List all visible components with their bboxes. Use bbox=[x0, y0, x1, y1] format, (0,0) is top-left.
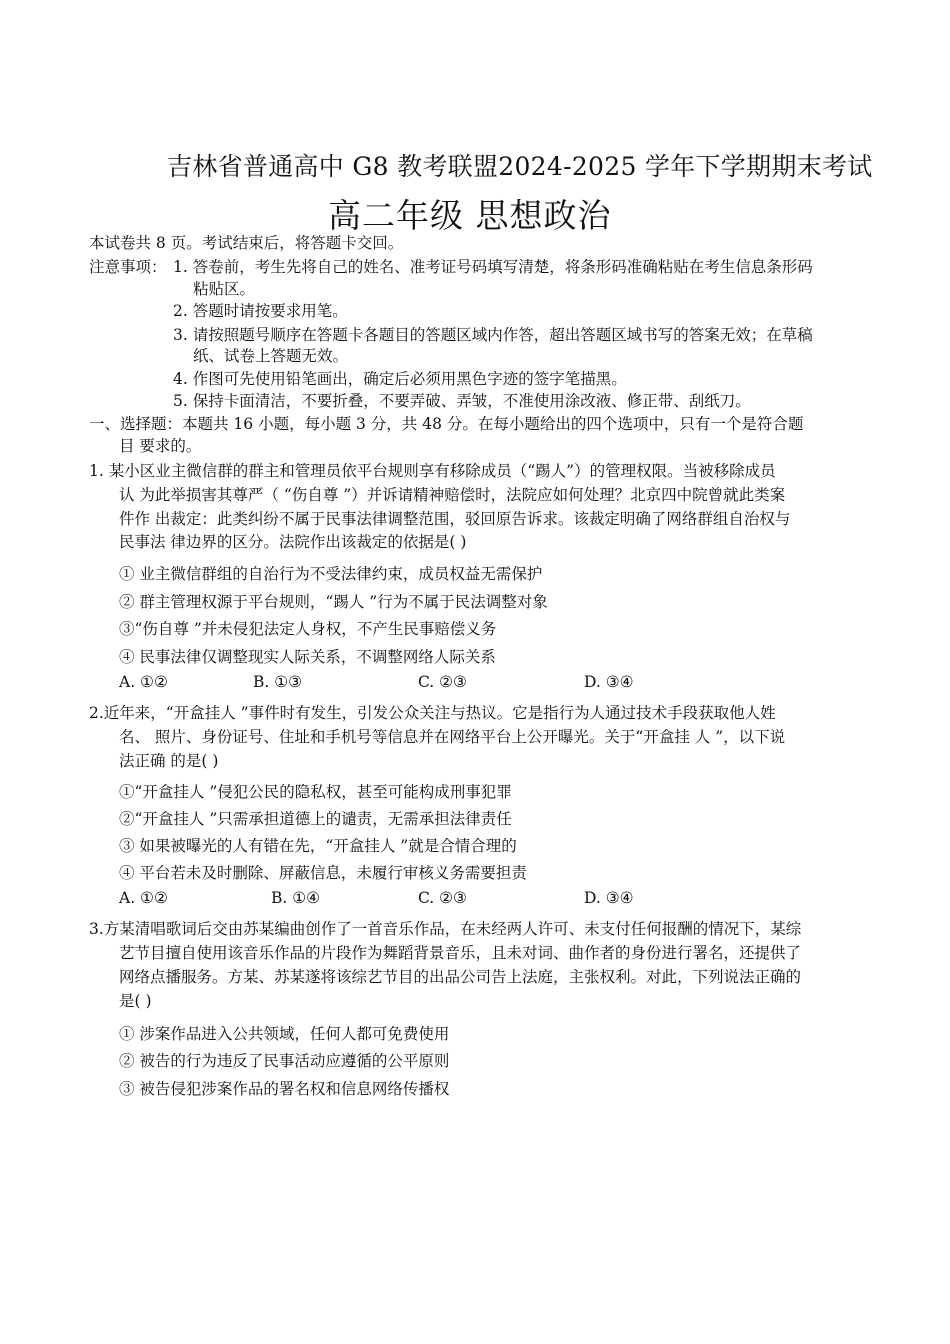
question-1-line-2: 认 为此举损害其尊严（ “伤自尊 ”）并诉请精神赔偿时，法院应如何处理？北京四中院曾就此类案 bbox=[119, 486, 786, 504]
note-item-4: 4. 作图可先使用铅笔画出，确定后必须用黑色字迹的签字笔描黑。 bbox=[173, 370, 627, 388]
choice-d: D. ③④ bbox=[584, 673, 634, 691]
question-3-option-1: ① 涉案作品进入公共领域，任何人都可免费使用 bbox=[119, 1025, 450, 1043]
note-item-2: 2. 答题时请按要求用笔。 bbox=[173, 302, 348, 320]
question-2-line-2: 名、 照片、身份证号、住址和手机号等信息并在网络平台上公开曝光。关于“开盒挂 人 ”，以下说 bbox=[119, 728, 786, 746]
choice-a: A. ①② bbox=[119, 889, 168, 907]
note-item-5: 5. 保持卡面清洁，不要折叠，不要弄破、弄皱，不准使用涂改液、修正带、刮纸刀。 bbox=[173, 392, 751, 410]
question-3-line-4: 是( ) bbox=[119, 992, 152, 1010]
question-2-option-2: ②“开盒挂人 ”只需承担道德上的谴责，无需承担法律责任 bbox=[119, 810, 512, 828]
choice-d: D. ③④ bbox=[584, 889, 634, 907]
question-2-option-1: ①“开盒挂人 ”侵犯公民的隐私权，甚至可能构成刑事犯罪 bbox=[119, 783, 512, 801]
question-2-option-3: ③ 如果被曝光的人有错在先，“开盒挂人 ”就是合情合理的 bbox=[119, 837, 517, 855]
question-3-option-2: ② 被告的行为违反了民事活动应遵循的公平原则 bbox=[119, 1052, 450, 1070]
note-item-1: 1. 答卷前，考生先将自己的姓名、准考证号码填写清楚，将条形码准确粘贴在考生信息条形码 bbox=[173, 258, 813, 276]
question-1-option-3: ③“伤自尊 ”并未侵犯法定人身权，不产生民事赔偿义务 bbox=[119, 620, 497, 638]
choice-a: A. ①② bbox=[119, 673, 168, 691]
section-heading-cont: 目 要求的。 bbox=[119, 437, 202, 455]
question-1-line-4: 民事法 律边界的区分。法院作出该裁定的依据是( ) bbox=[119, 533, 467, 551]
exam-subtitle: 高二年级 思想政治 bbox=[328, 196, 612, 235]
question-3-line-1: 3.方某清唱歌词后交由苏某编曲创作了一首音乐作品，在未经两人许可、未支付任何报酬的情况下，某综 bbox=[89, 920, 802, 938]
question-3-line-3: 网络点播服务。方某、苏某遂将该综艺节目的出品公司告上法庭，主张权利。对此，下列说法正确的 bbox=[119, 968, 802, 986]
note-item-3: 3. 请按照题号顺序在答题卡各题目的答题区域内作答，超出答题区域书写的答案无效；在草稿 bbox=[173, 326, 813, 344]
note-item-1-cont: 粘贴区。 bbox=[193, 280, 256, 298]
note-item-3-cont: 纸、试卷上答题无效。 bbox=[193, 347, 349, 365]
question-2-line-3: 法正确 的是( ) bbox=[119, 752, 219, 770]
question-2-option-4: ④ 平台若未及时删除、屏蔽信息，未履行审核义务需要担责 bbox=[119, 864, 527, 882]
notes-label: 注意事项： bbox=[89, 258, 167, 276]
question-1-line-1: 1. 某小区业主微信群的群主和管理员依平台规则享有移除成员（“踢人”）的管理权限。当被移除成员 bbox=[89, 462, 776, 480]
question-1-option-1: ① 业主微信群组的自治行为不受法律约束，成员权益无需保护 bbox=[119, 565, 543, 583]
section-heading: 一、选择题：本题共 16 小题，每小题 3 分，共 48 分。在每小题给出的四个选项中，只有一个是符合题 bbox=[89, 415, 804, 433]
exam-title: 吉林省普通高中 G8 教考联盟2024-2025 学年下学期期末考试 bbox=[167, 152, 873, 181]
question-1-option-4: ④ 民事法律仅调整现实人际关系，不调整网络人际关系 bbox=[119, 648, 496, 666]
question-2-line-1: 2.近年来，“开盒挂人 ”事件时有发生，引发公众关注与热议。它是指行为人通过技术手段获取他人姓 bbox=[89, 704, 776, 722]
choice-b: B. ①③ bbox=[253, 673, 303, 691]
choice-c: C. ②③ bbox=[418, 889, 467, 907]
question-1-option-2: ② 群主管理权源于平台规则，“踢人 ”行为不属于民法调整对象 bbox=[119, 593, 548, 611]
question-1-line-3: 件作 出裁定：此类纠纷不属于民事法律调整范围，驳回原告诉求。该裁定明确了网络群组自治权与 bbox=[119, 510, 791, 528]
choice-c: C. ②③ bbox=[418, 673, 467, 691]
question-3-option-3: ③ 被告侵犯涉案作品的署名权和信息网络传播权 bbox=[119, 1080, 450, 1098]
intro-text: 本试卷共 8 页。考试结束后，将答题卡交回。 bbox=[89, 234, 404, 252]
choice-b: B. ①④ bbox=[271, 889, 321, 907]
question-3-line-2: 艺节目擅自使用该音乐作品的片段作为舞蹈背景音乐，且未对词、曲作者的身份进行署名，还提供了 bbox=[119, 944, 802, 962]
